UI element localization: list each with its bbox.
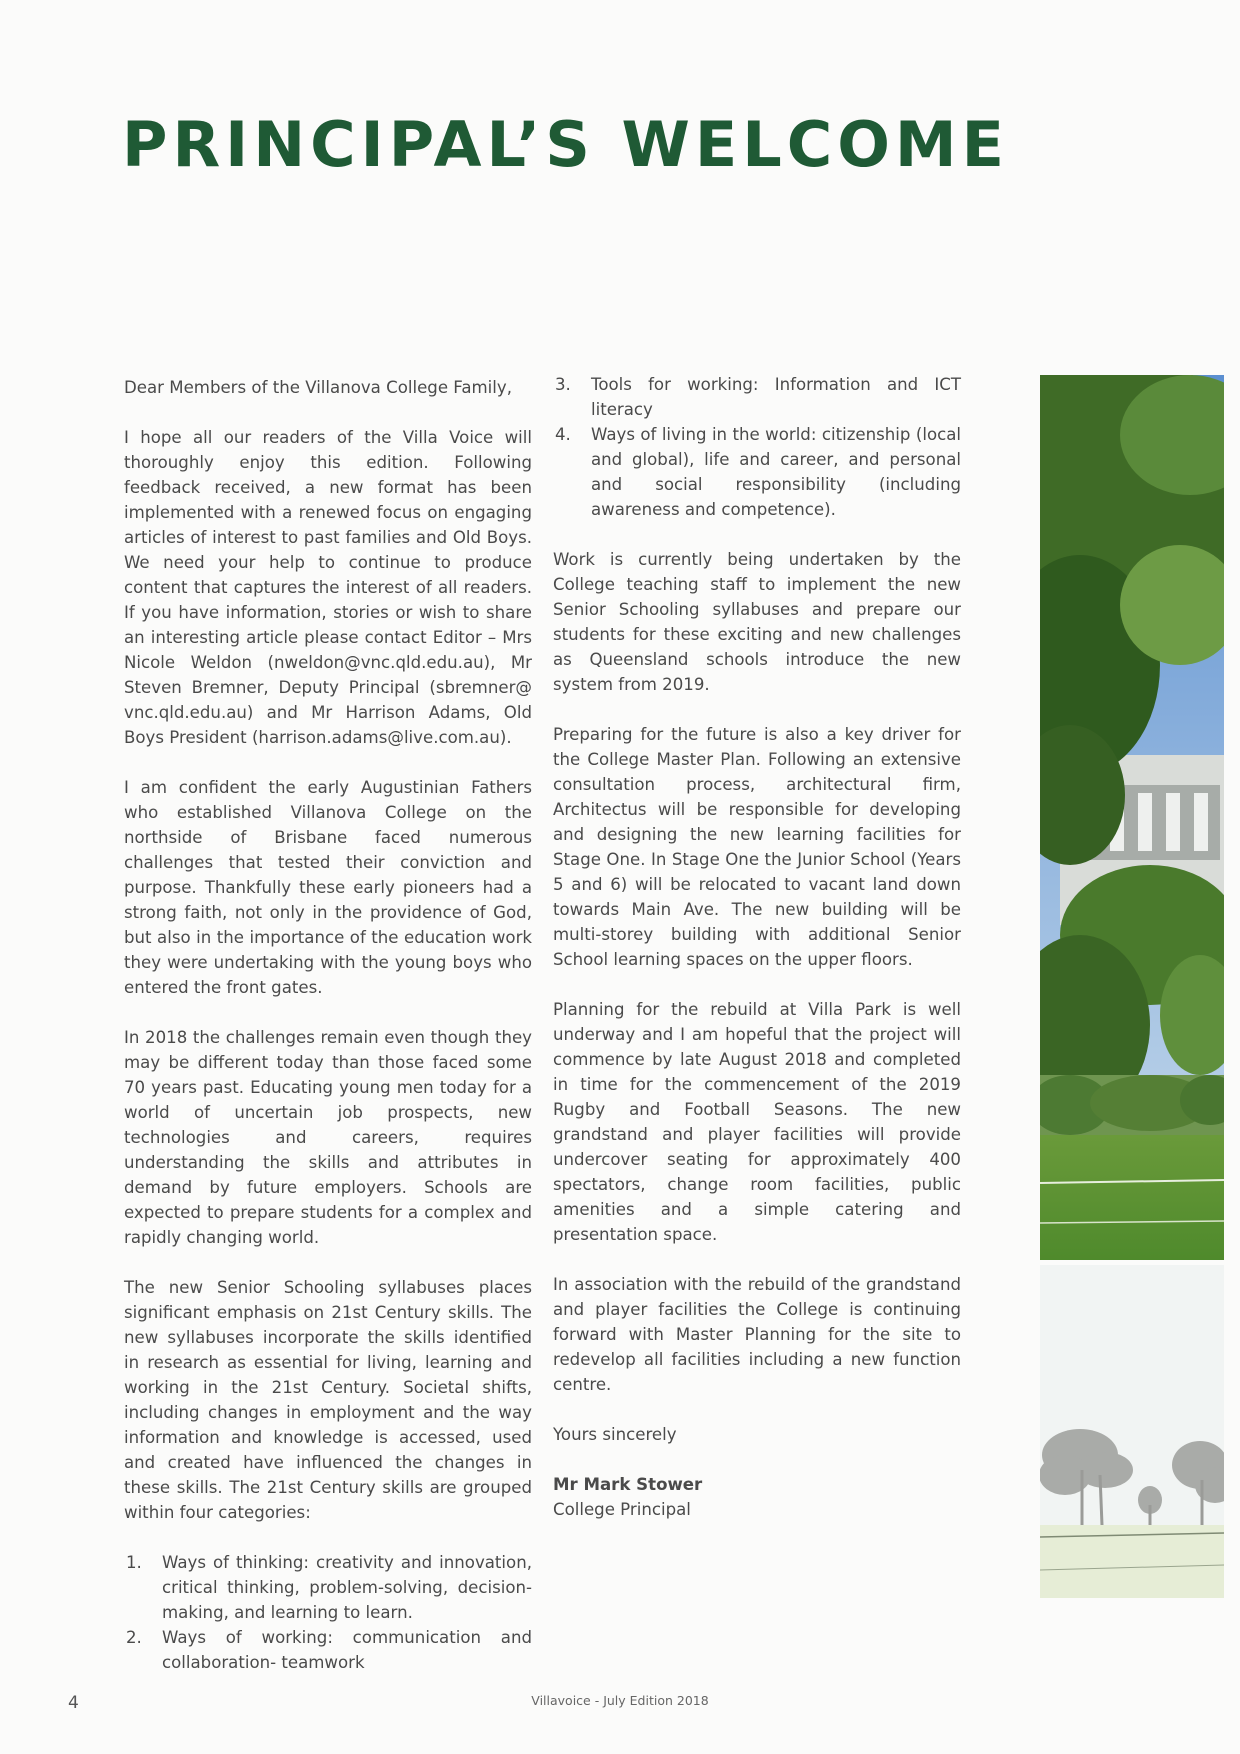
signature-title: College Principal (553, 1500, 691, 1519)
left-column (124, 375, 532, 1700)
signature-block (553, 1472, 961, 1522)
list-text: Ways of working: communication and collaboration- teamwork (162, 1628, 532, 1672)
paragraph: I hope all our readers of the Villa Voice will thoroughly enjoy this edition. Following feedback received, a new format has been implemented with a renewed focus on engaging articles of interest to past families and Old Boys. We need your help to continue to produce content that captures the interest of all readers. If you have information, stories or wish to share an interesting article please contact Editor – Mrs Nicole Weldon (nweldon@vnc.qld.edu.au), Mr Steven Bremner, Deputy Principal (sbremner@ vnc.qld.edu.au) and Mr Harrison Adams, Old Boys President (harrison.adams@live.com.au). (124, 428, 532, 747)
paragraph: In association with the rebuild of the grandstand and player facilities the College is continuing forward with Master Planning for the site to redevelop all facilities including a new function centre. (553, 1275, 961, 1394)
closing: Yours sincerely (553, 1425, 677, 1444)
list-text: Ways of living in the world: citizenship (local and global), life and career, and personal and social responsibility (including awareness and competence). (591, 425, 961, 519)
list-number: 2. (126, 1628, 142, 1647)
list-text: Ways of thinking: creativity and innovation, critical thinking, problem-solving, decision-making, and learning to learn. (162, 1553, 532, 1622)
paragraph: The new Senior Schooling syllabuses places significant emphasis on 21st Century skills. The new syllabuses incorporate the skills identified in research as essential for living, learning and working in the 21st Century. Societal shifts, including changes in employment and the way information and knowledge is accessed, used and created have influenced the changes in these skills. The 21st Century skills are grouped within four categories: (124, 1278, 532, 1522)
right-column (553, 372, 961, 1522)
skills-list-continued (553, 372, 961, 522)
paragraph: I am confident the early Augustinian Fathers who established Villanova College on the northside of Brisbane faced numerous challenges that tested their conviction and purpose. Thankfully these early pioneers had a strong faith, not only in the providence of God, but also in the importance of the education work they were undertaking with the young boys who entered the front gates. (124, 778, 532, 997)
list-number: 4. (555, 425, 571, 444)
skills-list (124, 1550, 532, 1675)
list-item (124, 1550, 532, 1625)
list-item (553, 372, 961, 422)
salutation: Dear Members of the Villanova College Family, (124, 378, 512, 397)
paragraph: Preparing for the future is also a key driver for the College Master Plan. Following an extensive consultation process, architectural firm, Architectus will be responsible for developing and designing the new learning facilities for Stage One. In Stage One the Junior School (Years 5 and 6) will be relocated to vacant land down towards Main Ave. The new building will be multi-storey building with additional Senior School learning spaces on the upper floors. (553, 725, 961, 969)
campus-photo (1040, 375, 1224, 1598)
page-title: PRINCIPAL’S WELCOME (122, 108, 1009, 181)
footer-edition: Villavoice - July Edition 2018 (531, 1693, 709, 1708)
list-item (124, 1625, 532, 1675)
paragraph: Work is currently being undertaken by the College teaching staff to implement the new Senior Schooling syllabuses and prepare our students for these exciting and new challenges as Queensland schools introduce the new system from 2019. (553, 550, 961, 694)
paragraph: Planning for the rebuild at Villa Park is well underway and I am hopeful that the project will commence by late August 2018 and completed in time for the commencement of the 2019 Rugby and Football Seasons. The new grandstand and player facilities will provide undercover seating for approximately 400 spectators, change room facilities, public amenities and a simple catering and presentation space. (553, 1000, 961, 1244)
paragraph: In 2018 the challenges remain even though they may be different today than those faced some 70 years past. Educating young men today for a world of uncertain job prospects, new technologies and careers, requires understanding the skills and attributes in demand by future employers. Schools are expected to prepare students for a complex and rapidly changing world. (124, 1028, 532, 1247)
list-number: 1. (126, 1553, 142, 1572)
list-text: Tools for working: Information and ICT literacy (591, 375, 961, 419)
signature-name: Mr Mark Stower (553, 1475, 703, 1494)
campus-photo-illustration (1040, 375, 1224, 1598)
list-number: 3. (555, 375, 571, 394)
page-number: 4 (68, 1693, 79, 1713)
list-item (553, 422, 961, 522)
